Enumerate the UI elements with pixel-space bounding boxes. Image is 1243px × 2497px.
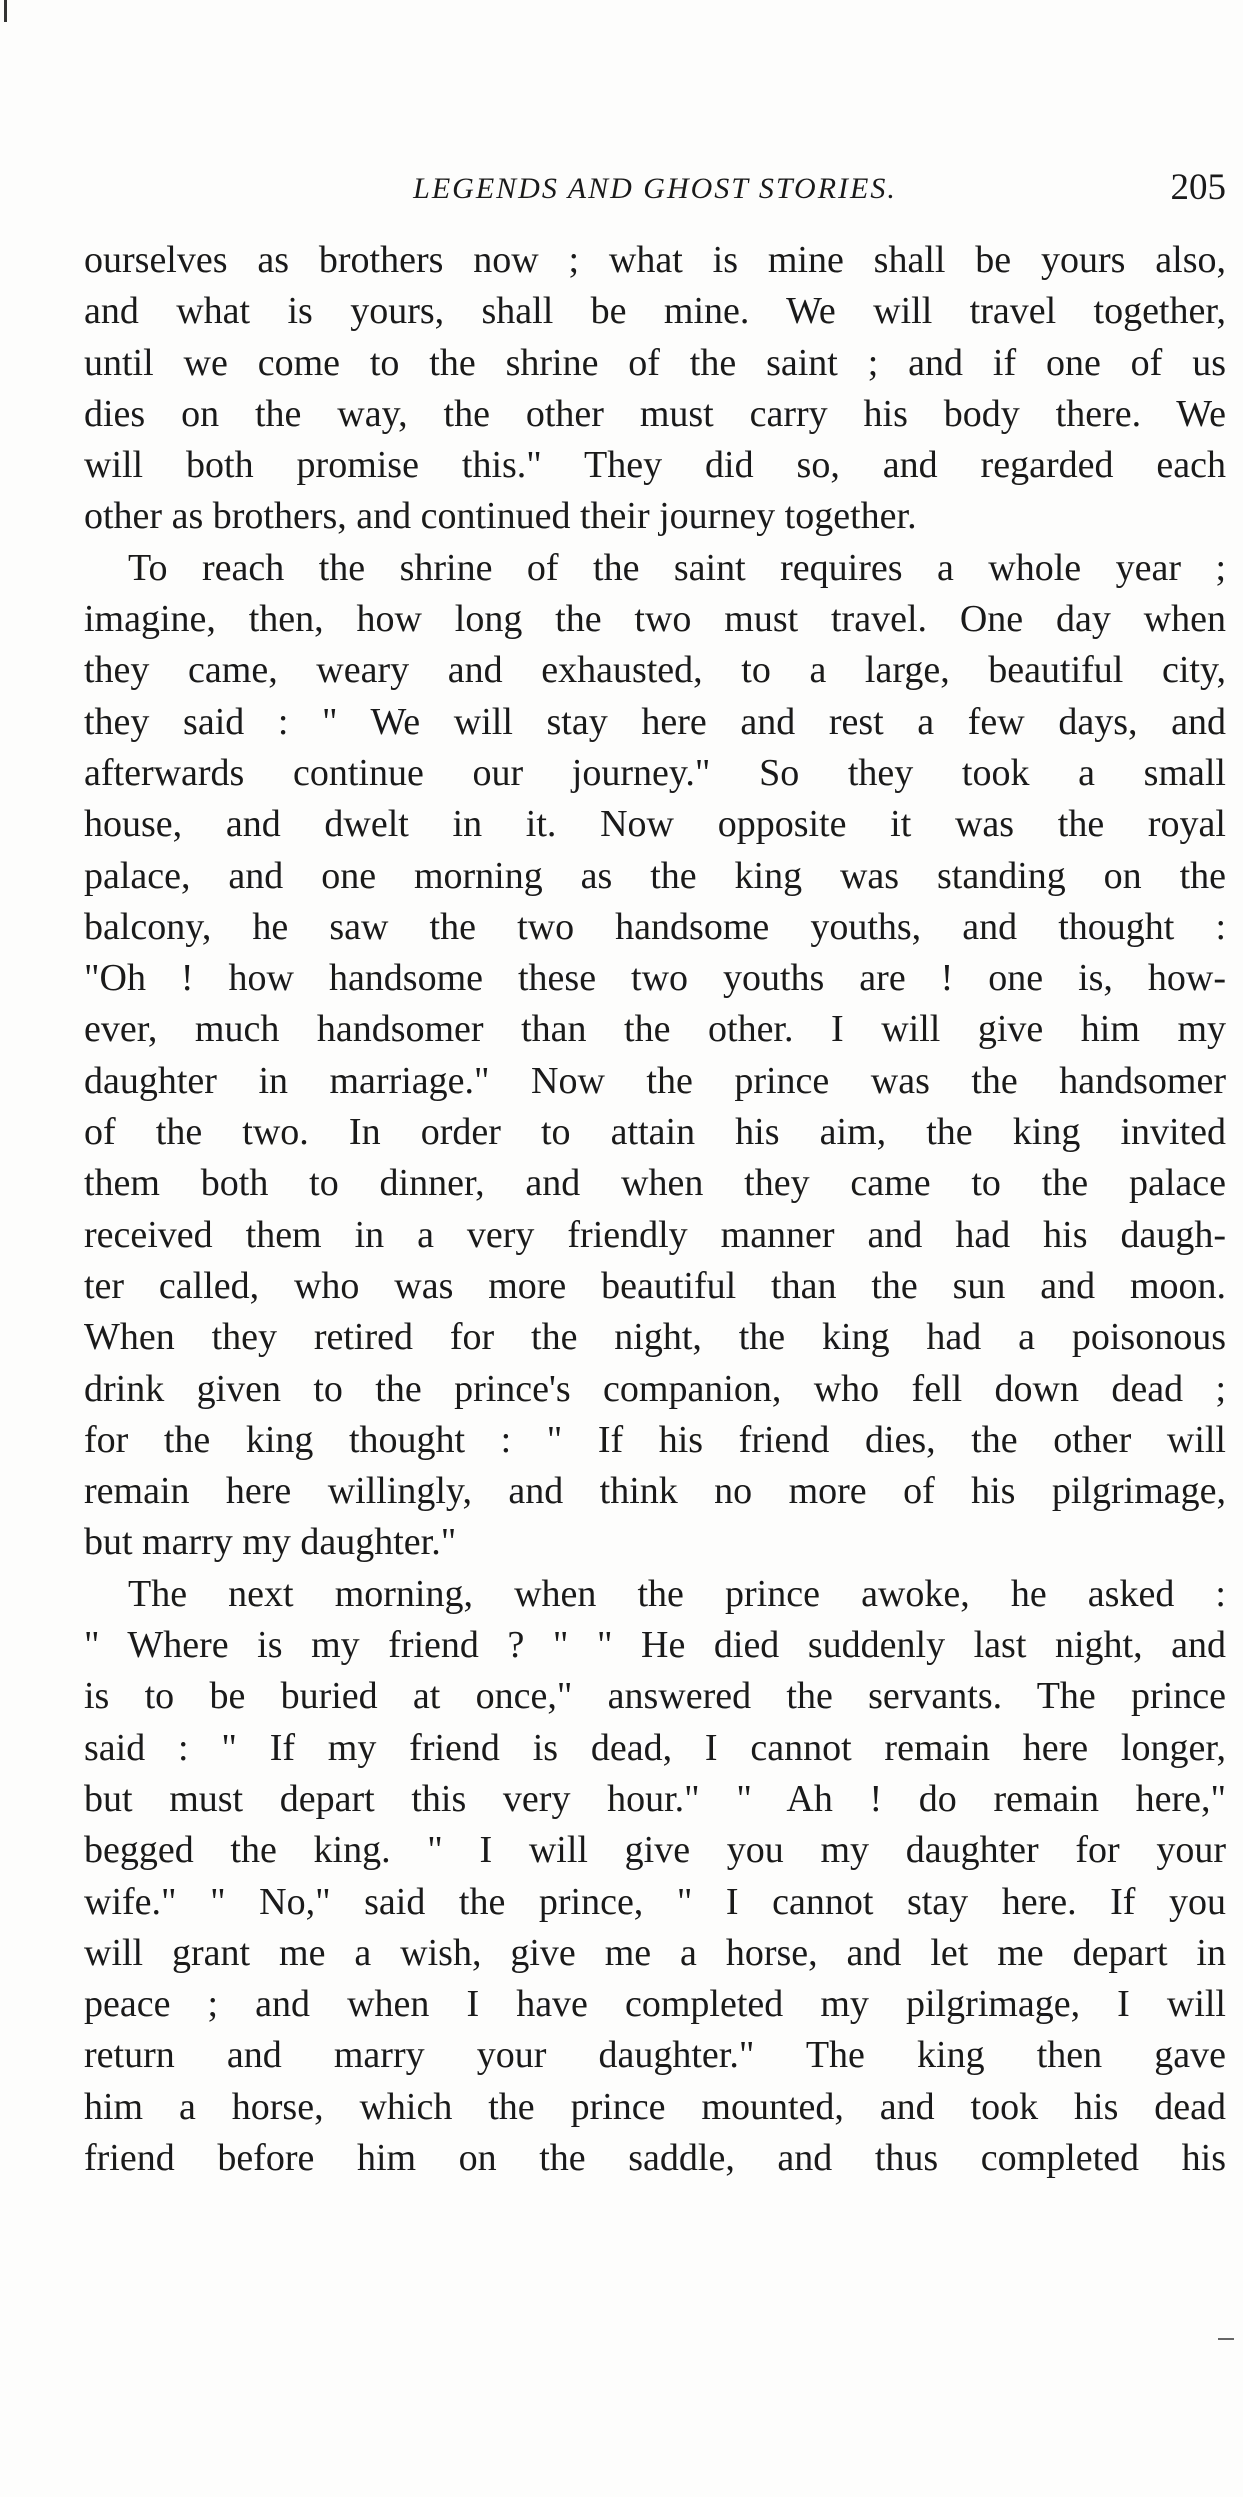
text-line: " Where is my friend ? " " He died suddenly last night, and [84,1624,1226,1667]
text-line: him a horse, which the prince mounted, and took his dead [84,2085,1226,2128]
text-line: imagine, then, how long the two must travel. One day when [84,598,1226,641]
text-line: daughter in marriage." Now the prince was the handsomer [84,1059,1226,1102]
text-line: remain here willingly, and think no more of his pilgrimage, [84,1470,1226,1513]
text-line: but marry my daughter." [84,1521,457,1564]
text-line: received them in a very friendly manner and had his daugh- [84,1213,1226,1256]
text-line: house, and dwelt in it. Now opposite it was the royal [84,803,1226,846]
page-number: 205 [1170,167,1226,208]
text-line: they came, weary and exhausted, to a large, beautiful city, [84,649,1226,692]
text-line: said : " If my friend is dead, I cannot remain here longer, [84,1726,1226,1769]
paragraph [84,543,1226,1569]
text-line: is to be buried at once," answered the servants. The prince [84,1675,1226,1718]
text-line: When they retired for the night, the king had a poisonous [84,1316,1226,1359]
text-line: of the two. In order to attain his aim, the king invited [84,1111,1226,1154]
text-line: ter called, who was more beautiful than the sun and moon. [84,1264,1226,1307]
text-line: palace, and one morning as the king was standing on the [84,854,1226,897]
text-line: "Oh ! how handsome these two youths are ! one is, how- [84,957,1226,1000]
paragraph [84,235,1226,543]
body-text [84,235,1226,2184]
text-line: other as brothers, and continued their journey together. [84,495,917,538]
scan-speck-mark [1218,2338,1234,2340]
running-head [84,166,1226,214]
scan-edge-mark [4,0,7,22]
text-line: will both promise this." They did so, and regarded each [84,444,1226,487]
text-line: ever, much handsomer than the other. I will give him my [84,1008,1226,1051]
text-line: them both to dinner, and when they came to the palace [84,1162,1226,1205]
text-line: friend before him on the saddle, and thus completed his [84,2136,1226,2179]
paragraph [84,1569,1226,2185]
text-line: wife." " No," said the prince, " I cannot stay here. If you [84,1880,1226,1923]
text-line: afterwards continue our journey." So they took a small [84,751,1226,794]
text-line: drink given to the prince's companion, who fell down dead ; [84,1367,1226,1410]
text-line: they said : " We will stay here and rest a few days, and [84,700,1226,743]
text-line: but must depart this very hour." " Ah ! do remain here," [84,1777,1226,1820]
text-line: begged the king. " I will give you my daughter for your [84,1829,1226,1872]
running-title: LEGENDS AND GHOST STORIES. [413,172,897,205]
text-line: will grant me a wish, give me a horse, and let me depart in [84,1931,1226,1974]
text-line: The next morning, when the prince awoke, he asked : [128,1572,1226,1615]
text-line: peace ; and when I have completed my pilgrimage, I will [84,1983,1226,2026]
text-line: and what is yours, shall be mine. We will travel together, [84,290,1226,333]
text-line: balcony, he saw the two handsome youths, and thought : [84,905,1226,948]
text-line: To reach the shrine of the saint requires a whole year ; [128,546,1226,589]
text-line: return and marry your daughter." The king then gave [84,2034,1226,2077]
text-line: ourselves as brothers now ; what is mine shall be yours also, [84,239,1226,281]
text-line: until we come to the shrine of the saint ; and if one of us [84,341,1226,384]
text-line: for the king thought : " If his friend dies, the other will [84,1418,1226,1461]
text-line: dies on the way, the other must carry his body there. We [84,392,1226,435]
